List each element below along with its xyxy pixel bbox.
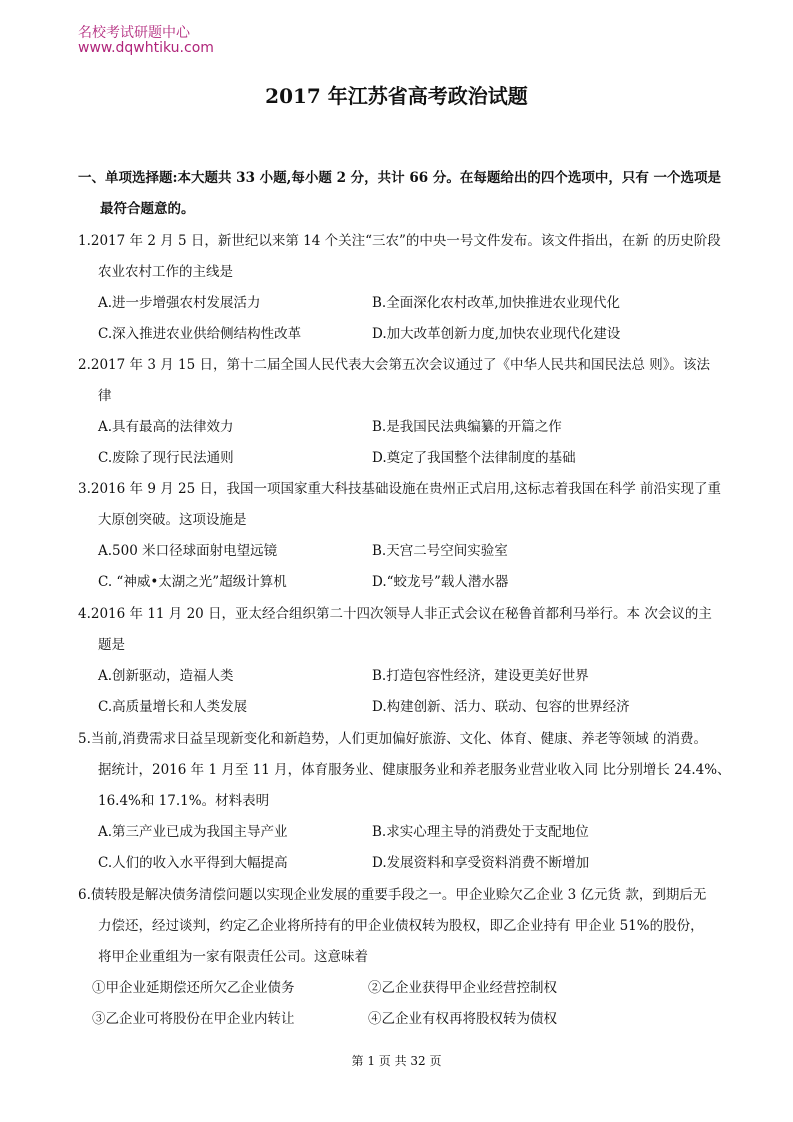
q6-stem: 6.债转股是解决债务清偿问题以实现企业发展的重要手段之一。甲企业赊欠乙企业 3 亿元货 款，到期后无	[78, 887, 707, 903]
q5-stem-cont: 据统计，2016 年 1 月至 11 月，体育服务业、健康服务业和养老服务业营业收入同 比分别增长 24.4%、	[98, 762, 731, 778]
q4-stem: 4.2016 年 11 月 20 日，亚太经合组织第二十四次领导人非正式会议在秘鲁首都利马举行。本 次会议的主	[78, 606, 712, 622]
q4-option-a: A.创新驱动，造福人类	[98, 668, 234, 684]
q6-option-4: ④乙企业有权再将股权转为债权	[368, 1011, 557, 1027]
q1-option-a: A.进一步增强农村发展活力	[98, 295, 261, 311]
q2-option-a: A.具有最高的法律效力	[98, 419, 234, 435]
q3-option-b: B.天宫二号空间实验室	[372, 543, 508, 559]
q1-stem-cont: 农业农村工作的主线是	[98, 264, 233, 280]
q3-option-c: C. “神威•太湖之光”超级计算机	[98, 574, 287, 590]
page-number: 第 1 页 共 32 页	[351, 1054, 442, 1068]
q6-option-1: ①甲企业延期偿还所欠乙企业债务	[92, 980, 295, 996]
q4-stem-cont: 题是	[98, 637, 125, 653]
q6-stem-cont2: 将甲企业重组为一家有限责任公司。这意味着	[98, 949, 368, 965]
q6-stem-cont: 力偿还，经过谈判，约定乙企业将所持有的甲企业债权转为股权，即乙企业持有 甲企业 51%的股份，	[98, 918, 704, 934]
q2-option-d: D.奠定了我国整个法律制度的基础	[372, 450, 576, 466]
watermark-title: 名校考试研题中心	[78, 25, 190, 41]
q4-option-b: B.打造包容性经济，建设更美好世界	[372, 668, 589, 684]
q1-option-d: D.加大改革创新力度,加快农业现代化建设	[372, 326, 621, 342]
watermark-url[interactable]: www.dqwhtiku.com	[78, 40, 214, 56]
section-heading-cont: 最符合题意的。	[100, 201, 195, 217]
q6-option-2: ②乙企业获得甲企业经营控制权	[368, 980, 557, 996]
q3-stem: 3.2016 年 9 月 25 日，我国一项国家重大科技基础设施在贵州正式启用,这标志着我国在科学 前沿实现了重	[78, 481, 722, 497]
q1-stem: 1.2017 年 2 月 5 日，新世纪以来第 14 个关注“三农”的中央一号文件发布。该文件指出，在新 的历史阶段	[78, 233, 721, 249]
q5-option-d: D.发展资料和享受资料消费不断增加	[372, 855, 590, 871]
q5-option-b: B.求实心理主导的消费处于支配地位	[372, 824, 589, 840]
q2-stem: 2.2017 年 3 月 15 日，第十二届全国人民代表大会第五次会议通过了《中华人民共和国民法总 则》。该法	[78, 357, 711, 373]
q4-option-d: D.构建创新、活力、联动、包容的世界经济	[372, 699, 630, 715]
q1-option-b: B.全面深化农村改革,加快推进农业现代化	[372, 295, 621, 311]
q5-stem-cont2: 16.4%和 17.1%。材料表明	[98, 793, 270, 809]
section-heading: 一、单项选择题:本大题共 33 小题,每小题 2 分，共计 66 分。在每题给出的四个选项中，只有 一个选项是	[78, 170, 722, 186]
q3-stem-cont: 大原创突破。这项设施是	[98, 512, 247, 528]
q6-option-3: ③乙企业可将股份在甲企业内转让	[92, 1011, 295, 1027]
q2-option-c: C.废除了现行民法通则	[98, 450, 234, 466]
q2-stem-cont: 律	[98, 388, 112, 404]
page-title: 2017 年江苏省高考政治试题	[265, 84, 528, 108]
q3-option-a: A.500 米口径球面射电望远镜	[98, 543, 278, 559]
q3-option-d: D.“蛟龙号”载人潜水器	[372, 574, 509, 590]
q4-option-c: C.高质量增长和人类发展	[98, 699, 248, 715]
q1-option-c: C.深入推进农业供给侧结构性改革	[98, 326, 302, 342]
q5-option-c: C.人们的收入水平得到大幅提高	[98, 855, 288, 871]
q5-stem: 5.当前,消费需求日益呈现新变化和新趋势，人们更加偏好旅游、文化、体育、健康、养老等领域 的消费。	[78, 731, 707, 747]
q5-option-a: A.第三产业已成为我国主导产业	[98, 824, 288, 840]
q2-option-b: B.是我国民法典编纂的开篇之作	[372, 419, 562, 435]
